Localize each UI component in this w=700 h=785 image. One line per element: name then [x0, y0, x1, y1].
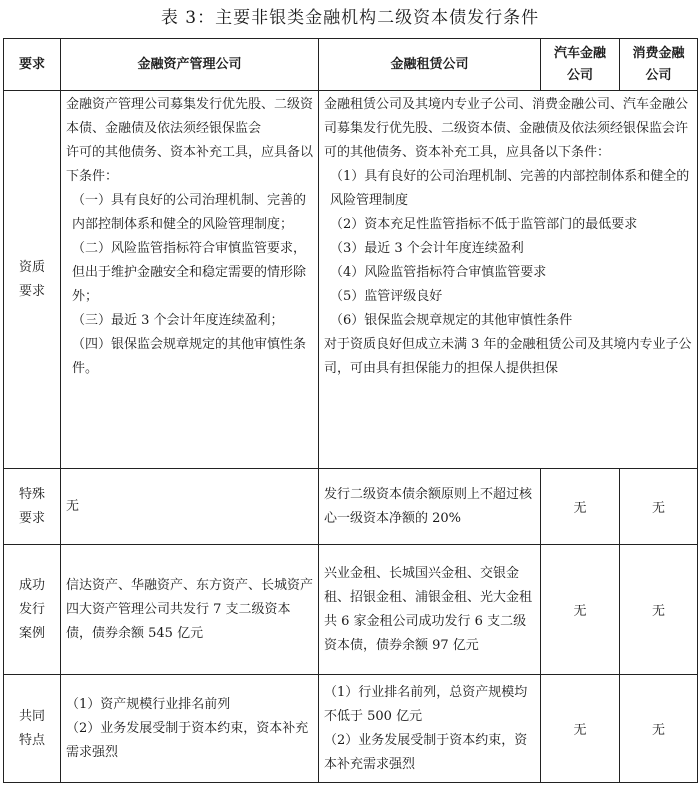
common-leasing-item-2: （2）业务发展受制于资本约束，资本补充需求强烈	[324, 732, 528, 772]
row-label-qualification: 资质要求	[4, 91, 61, 469]
special-consumer: 无	[620, 469, 698, 545]
common-leasing-item-1: （1）行业排名前列，总资产规模均不低于 500 亿元	[324, 684, 528, 724]
header-row	[4, 39, 698, 91]
amc-qual-item-4: （四）银保监会规章规定的其他审慎性条件。	[72, 337, 307, 376]
common-amc-item-2: （2）业务发展受制于资本约束，资本补充需求强烈	[66, 720, 309, 760]
header-leasing: 金融租赁公司	[319, 39, 541, 91]
row-label-special: 特殊要求	[4, 469, 61, 545]
table-row-common	[4, 675, 698, 783]
cases-leasing: 兴业金租、长城国兴金租、交银金租、招银金租、浦银金租、光大金租共 6 家金租公司成功发行 6 支二级资本债，债券余额 97 亿元	[319, 545, 541, 675]
cases-auto: 无	[541, 545, 620, 675]
header-auto-finance: 汽车金融公司	[541, 39, 620, 91]
leasing-qual-item-4: （4）风险监管指标符合审慎监管要求	[330, 265, 547, 280]
amc-qual-item-2: （二）风险监管指标符合审慎监管要求，但出于维护金融安全和稳定需要的情形除外；	[72, 241, 307, 304]
leasing-qual-item-2: （2）资本充足性监管指标不低于监管部门的最低要求	[330, 217, 638, 232]
leasing-qual-item-5: （5）监管评级良好	[330, 289, 443, 304]
table-row-qualification	[4, 91, 698, 469]
leasing-qual-item-1: （1）具有良好的公司治理机制、完善的内部控制体系和健全的风险管理制度	[330, 169, 690, 208]
row-label-common: 共同特点	[4, 675, 61, 783]
common-consumer: 无	[620, 675, 698, 783]
special-auto: 无	[541, 469, 620, 545]
header-amc: 金融资产管理公司	[61, 39, 319, 91]
leasing-qual-item-6: （6）银保监会规章规定的其他审慎性条件	[330, 313, 573, 328]
common-auto: 无	[541, 675, 620, 783]
table-title: 表 3：主要非银类金融机构二级资本债发行条件	[160, 8, 540, 28]
common-amc	[61, 675, 319, 783]
qualification-amc	[61, 91, 319, 469]
cases-amc: 信达资产、华融资产、东方资产、长城资产四大资产管理公司共发行 7 支二级资本债，债券余额 545 亿元	[61, 545, 319, 675]
special-amc: 无	[61, 469, 319, 545]
table-row-cases	[4, 545, 698, 675]
leasing-qual-item-3: （3）最近 3 个会计年度连续盈利	[330, 241, 524, 256]
amc-qual-item-3: （三）最近 3 个会计年度连续盈利；	[72, 313, 284, 328]
common-amc-item-1: （1）资产规模行业排名前列	[66, 696, 231, 712]
header-requirement: 要求	[4, 39, 61, 91]
row-label-cases: 成功发行案例	[4, 545, 61, 675]
common-leasing	[319, 675, 541, 783]
amc-qual-intro: 金融资产管理公司募集发行优先股、二级资本债、金融债及依法须经银保监会	[66, 97, 314, 136]
leasing-qual-note: 对于资质良好但成立未满 3 年的金融租赁公司及其境内专业子公司，可由具有担保能力的担保人提供担保	[324, 337, 692, 376]
amc-qual-item-1: （一）具有良好的公司治理机制、完善的内部控制体系和健全的风险管理制度；	[72, 193, 307, 232]
header-consumer-finance: 消费金融公司	[620, 39, 698, 91]
conditions-table	[3, 38, 698, 783]
special-leasing: 发行二级资本债余额原则上不超过核心一级资本净额的 20%	[319, 469, 541, 545]
cases-consumer: 无	[620, 545, 698, 675]
table-row-special	[4, 469, 698, 545]
amc-qual-intro-cont: 许可的其他债务、资本补充工具，应具备以下条件：	[66, 145, 314, 184]
qualification-leasing-auto-consumer	[319, 91, 698, 469]
leasing-qual-intro: 金融租赁公司及其境内专业子公司、消费金融公司、汽车金融公司募集发行优先股、二级资本债、金融债及依法须经银保监会许可的其他债务、资本补充工具，应具备以下条件：	[324, 97, 689, 160]
